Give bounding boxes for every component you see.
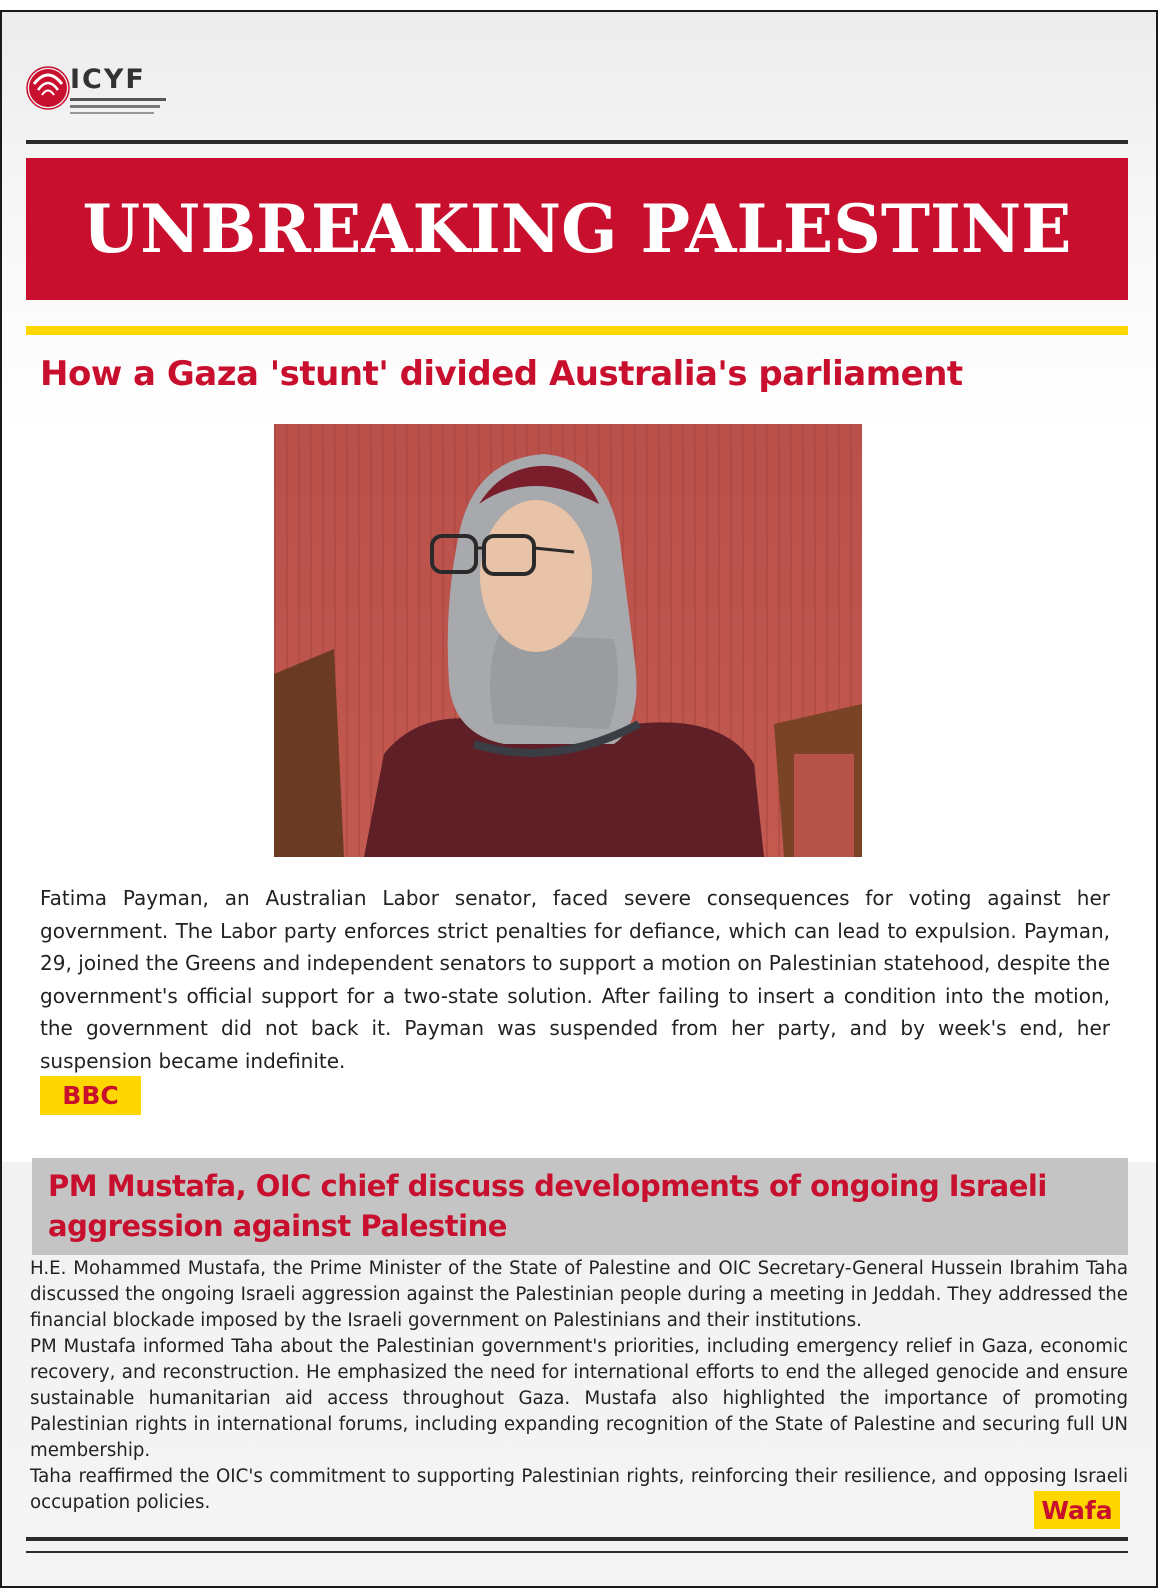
article2-source-badge: Wafa <box>1034 1491 1120 1529</box>
article2-paragraph: H.E. Mohammed Mustafa, the Prime Minister of the State of Palestine and OIC Secretary-General Hussein Ibrahim Taha discussed the ongoing Israeli aggression against the Palestinian people during a meeting in Jeddah. They addressed the financial blockade imposed by the Israeli government on Palestinians and their institutions. <box>30 1258 1128 1331</box>
article1-source-badge: BBC <box>40 1076 141 1115</box>
article2-headline-box <box>32 1158 1128 1255</box>
logo-wordmark: ICYF <box>70 64 146 95</box>
banner-title: UNBREAKING PALESTINE <box>26 158 1128 300</box>
article2-paragraph: PM Mustafa informed Taha about the Palestinian government's priorities, including emergency relief in Gaza, economic recovery, and reconstruction. He emphasized the need for international efforts to end the alleged genocide and ensure sustainable humanitarian aid access throughout Gaza. Mustafa also highlighted the importance of promoting Palestinian rights in international forums, including expanding recognition of the State of Palestine and securing full UN membership. <box>30 1336 1128 1461</box>
yellow-divider <box>26 326 1128 335</box>
icyf-rose-icon <box>26 58 70 118</box>
article2-body <box>30 1256 1128 1516</box>
newsletter-page <box>0 10 1158 1588</box>
article2-headline: PM Mustafa, OIC chief discuss developments of ongoing Israeli aggression against Palestine <box>48 1169 1047 1243</box>
senator-portrait-image <box>274 424 862 857</box>
article1-body: Fatima Payman, an Australian Labor senator, faced severe consequences for voting against her government. The Labor party enforces strict penalties for defiance, which can lead to expulsion. Payman, 29, joined the Greens and independent senators to support a motion on Palestinian statehood, despite the government's official support for a two-state solution. After failing to insert a condition into the motion, the government did not back it. Payman was suspended from her party, and by week's end, her suspension became indefinite. <box>40 886 1110 1073</box>
logo-subtitle-line <box>70 98 166 101</box>
bottom-divider <box>26 1537 1128 1541</box>
bottom-divider-thin <box>26 1551 1128 1553</box>
icyf-logo <box>26 58 176 122</box>
logo-subtitle-line <box>70 112 154 114</box>
article1-headline: How a Gaza 'stunt' divided Australia's parliament <box>40 354 963 394</box>
top-divider <box>26 140 1128 144</box>
logo-subtitle-line <box>70 105 160 108</box>
article1-photo <box>274 424 862 857</box>
article2-paragraph: Taha reaffirmed the OIC's commitment to supporting Palestinian rights, reinforcing their resilience, and opposing Israeli occupation policies. <box>30 1466 1128 1513</box>
